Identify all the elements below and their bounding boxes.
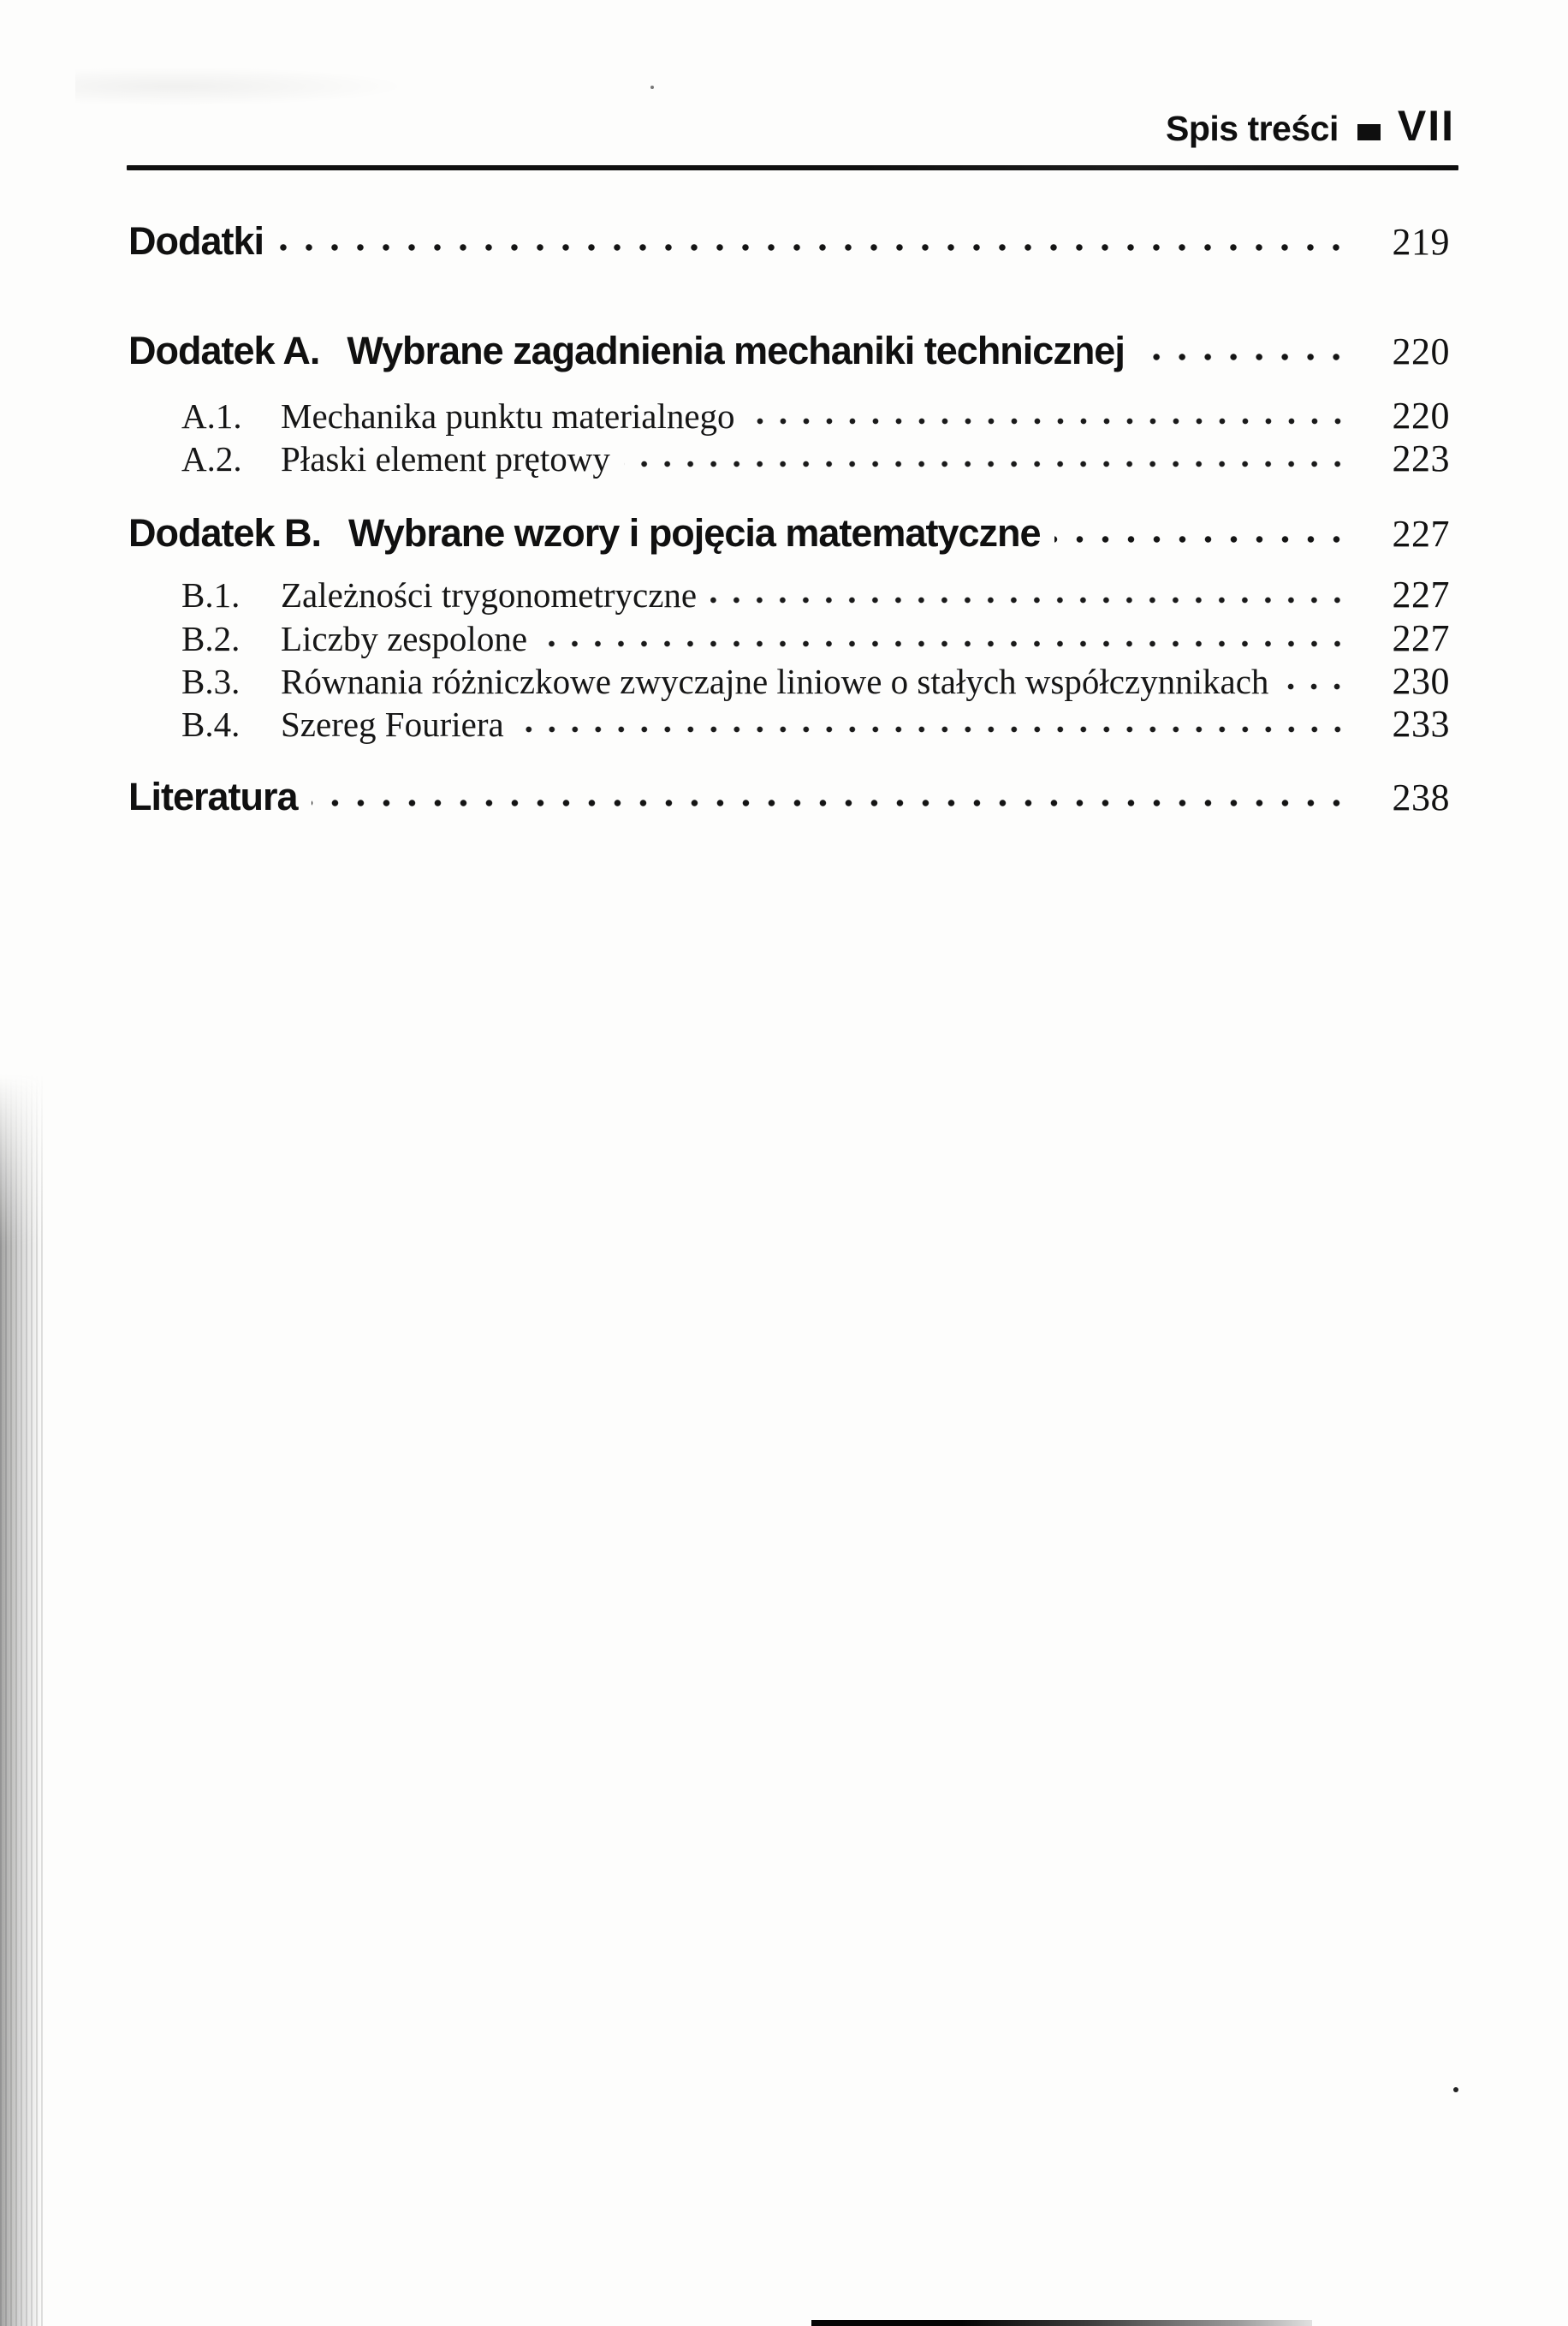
toc-entry-label: Dodatek B.	[128, 511, 322, 555]
dot-leader	[624, 458, 1351, 471]
toc-entry-label: B.3.	[181, 662, 241, 701]
toc-entry-page: 219	[1392, 221, 1450, 263]
scan-edge-artifact	[811, 2320, 1312, 2326]
toc-entry-page: 230	[1392, 660, 1450, 702]
toc-entry-title: Płaski element prętowy	[281, 439, 610, 479]
dot-leader	[749, 415, 1351, 428]
toc-entry	[128, 702, 1450, 746]
toc-entry-page: 220	[1392, 395, 1450, 437]
dot-leader	[1054, 533, 1351, 546]
toc-entry-page: 227	[1392, 574, 1450, 616]
toc-entry	[128, 616, 1450, 660]
toc-entry-title: Zależności trygonometryczne	[281, 575, 698, 615]
toc-entry-title: Szereg Fouriera	[281, 705, 504, 744]
toc-entry-page: 223	[1392, 437, 1450, 479]
toc-entry-label: A.2.	[181, 439, 242, 479]
toc-entry-title: Równania różniczkowe zwyczajne liniowe o stałych współczynnikach	[281, 662, 1269, 701]
toc-entry	[128, 437, 1450, 480]
dot-leader	[277, 241, 1351, 254]
toc-entry	[128, 511, 1450, 556]
toc-entry-page: 238	[1392, 776, 1450, 818]
toc-entry	[128, 573, 1450, 616]
toc-entry-title: Wybrane wzory i pojęcia matematyczne	[348, 511, 1041, 555]
toc-entry-label: B.4.	[181, 705, 241, 744]
scan-speck	[650, 86, 654, 89]
toc-entry-page: 233	[1392, 703, 1450, 745]
toc-entry-label: B.1.	[181, 575, 241, 615]
toc-entry	[128, 394, 1450, 437]
table-of-contents	[128, 0, 1450, 2326]
toc-entry-page: 227	[1392, 617, 1450, 659]
dot-leader	[1138, 351, 1351, 364]
toc-entry-title: Mechanika punktu materialnego	[281, 396, 735, 436]
toc-entry-title: Liczby zespolone	[281, 619, 528, 658]
toc-entry-label: B.2.	[181, 619, 241, 658]
dot-leader	[518, 723, 1351, 736]
header-title: Spis treści	[1165, 109, 1339, 148]
toc-entry-label: A.1.	[181, 396, 242, 436]
toc-entry-label: Dodatek A.	[128, 329, 320, 372]
scan-gutter-shadow	[0, 1074, 45, 2326]
toc-entry-page: 227	[1392, 513, 1450, 555]
dot-leader	[312, 797, 1351, 810]
toc-entry	[128, 659, 1450, 703]
toc-entry-title: Wybrane zagadnienia mechaniki technicznej	[347, 329, 1125, 372]
toc-entry-title: Dodatki	[128, 219, 264, 263]
toc-entry	[128, 775, 1450, 819]
toc-entry	[128, 329, 1450, 373]
dot-leader	[1282, 681, 1351, 693]
scan-speck	[1453, 2087, 1458, 2092]
toc-entry-page: 220	[1392, 330, 1450, 372]
dot-leader	[710, 594, 1351, 607]
toc-entry-title: Literatura	[128, 775, 298, 818]
header-page-number: VII	[1397, 102, 1455, 150]
toc-entry	[128, 219, 1450, 264]
dot-leader	[541, 638, 1351, 651]
